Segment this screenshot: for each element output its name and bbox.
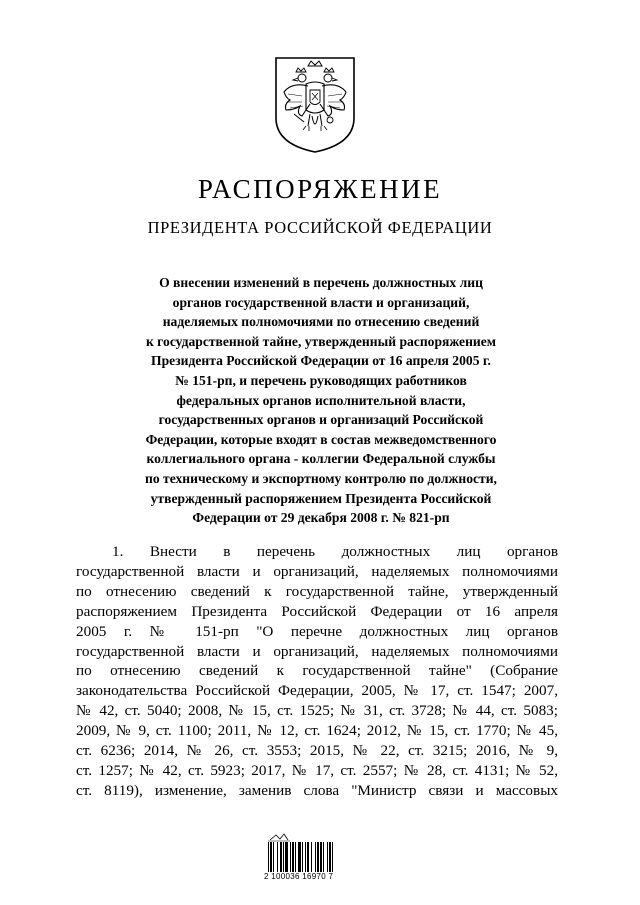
barcode-bar <box>290 842 291 872</box>
barcode-bar <box>329 842 331 872</box>
body-line: по отнесению сведений к государственной тайне, утвержденный <box>76 582 558 600</box>
heading-line: Федерации, которые входят в состав межведомственного <box>145 431 497 447</box>
body-line: № 42, ст. 5040; 2008, № 15, ст. 1525; № 31, ст. 3728; № 44, ст. 5083; <box>76 702 558 720</box>
heading-line: О внесении изменений в перечень должностных лиц <box>159 275 483 290</box>
body-line: государственной власти и организаций, наделяемых полномочиями <box>76 562 558 580</box>
heading-line: по техническому и экспортному контролю по должности, <box>145 470 497 486</box>
document-title: РАСПОРЯЖЕНИЕ <box>197 174 443 204</box>
body-line: ст. 8119), изменение, заменив слова "Министр связи и массовых <box>76 781 558 799</box>
body-line: государственной власти и организаций, наделяемых полномочиями <box>76 642 558 660</box>
heading-line: коллегиального органа - коллегии Федеральной службы <box>146 451 496 467</box>
barcode-bar <box>323 842 324 872</box>
heading-line: Федерации от 29 декабря 2008 г. № 821-рп <box>192 510 450 526</box>
heading-line: № 151-рп, и перечень руководящих работников <box>175 372 467 388</box>
barcode-bar <box>305 842 306 872</box>
barcode-number: 2 100036 16970 7 <box>264 872 334 881</box>
barcode-bar <box>317 842 319 872</box>
barcode-bar <box>283 842 284 872</box>
body-line: 1. Внести в перечень должностных лиц органов <box>112 543 558 560</box>
barcode-bar <box>280 842 282 872</box>
heading-line: утвержденный распоряжением Президента Российской <box>150 490 492 506</box>
barcode <box>264 832 370 882</box>
body-paragraph <box>76 542 558 801</box>
barcode-bar <box>327 842 328 872</box>
body-line: 2009, № 9, ст. 1100; 2011, № 12, ст. 1624; 2012, № 15, ст. 1770; № 45, <box>76 722 558 740</box>
barcode-bar <box>295 842 296 872</box>
barcode-bar <box>332 842 333 872</box>
barcode-bar <box>307 842 309 872</box>
barcode-bar <box>270 842 272 872</box>
coat-of-arms-emblem <box>272 52 358 154</box>
body-line: ст. 6236; 2014, № 26, ст. 3553; 2015, № 22, ст. 3215; 2016, № 9, <box>76 742 558 760</box>
barcode-bar <box>292 842 294 872</box>
barcode-bar <box>302 842 303 872</box>
barcode-bar <box>320 842 322 872</box>
barcode-bars <box>268 842 366 872</box>
document-subtitle: ПРЕЗИДЕНТА РОССИЙСКОЙ ФЕДЕРАЦИИ <box>147 218 493 237</box>
heading-line: федеральных органов исполнительной власти, <box>176 392 466 408</box>
body-line: по отнесению сведений к государственной тайне" (Собрание <box>76 662 558 680</box>
order-heading <box>96 273 546 528</box>
body-line: ст. 1257; № 42, ст. 5923; 2017, № 17, ст. 2557; № 28, ст. 4131; № 52, <box>76 761 558 779</box>
barcode-bar <box>311 842 312 872</box>
body-line: распоряжением Президента Российской Федерации от 16 апреля <box>76 602 558 620</box>
barcode-bar <box>298 842 301 872</box>
barcode-bar <box>273 842 274 872</box>
barcode-bar <box>268 842 269 872</box>
barcode-bar <box>315 842 316 872</box>
heading-line: Президента Российской Федерации от 16 апреля 2005 г. <box>151 353 491 369</box>
heading-line: к государственной тайне, утвержденный распоряжением <box>145 333 497 349</box>
heading-line: органов государственной власти и организаций, <box>172 294 470 310</box>
body-line: 2005 г. № 151-рп "О перечне должностных лиц органов <box>76 622 558 640</box>
barcode-mark-icon <box>264 832 370 842</box>
barcode-bar <box>277 842 278 872</box>
heading-line: наделяемых полномочиями по отнесению сведений <box>162 314 480 330</box>
heading-line: государственных органов и организаций Российской <box>158 412 484 428</box>
body-line: законодательства Российской Федерации, 2005, № 17, ст. 1547; 2007, <box>76 682 558 700</box>
barcode-bar <box>285 842 288 872</box>
